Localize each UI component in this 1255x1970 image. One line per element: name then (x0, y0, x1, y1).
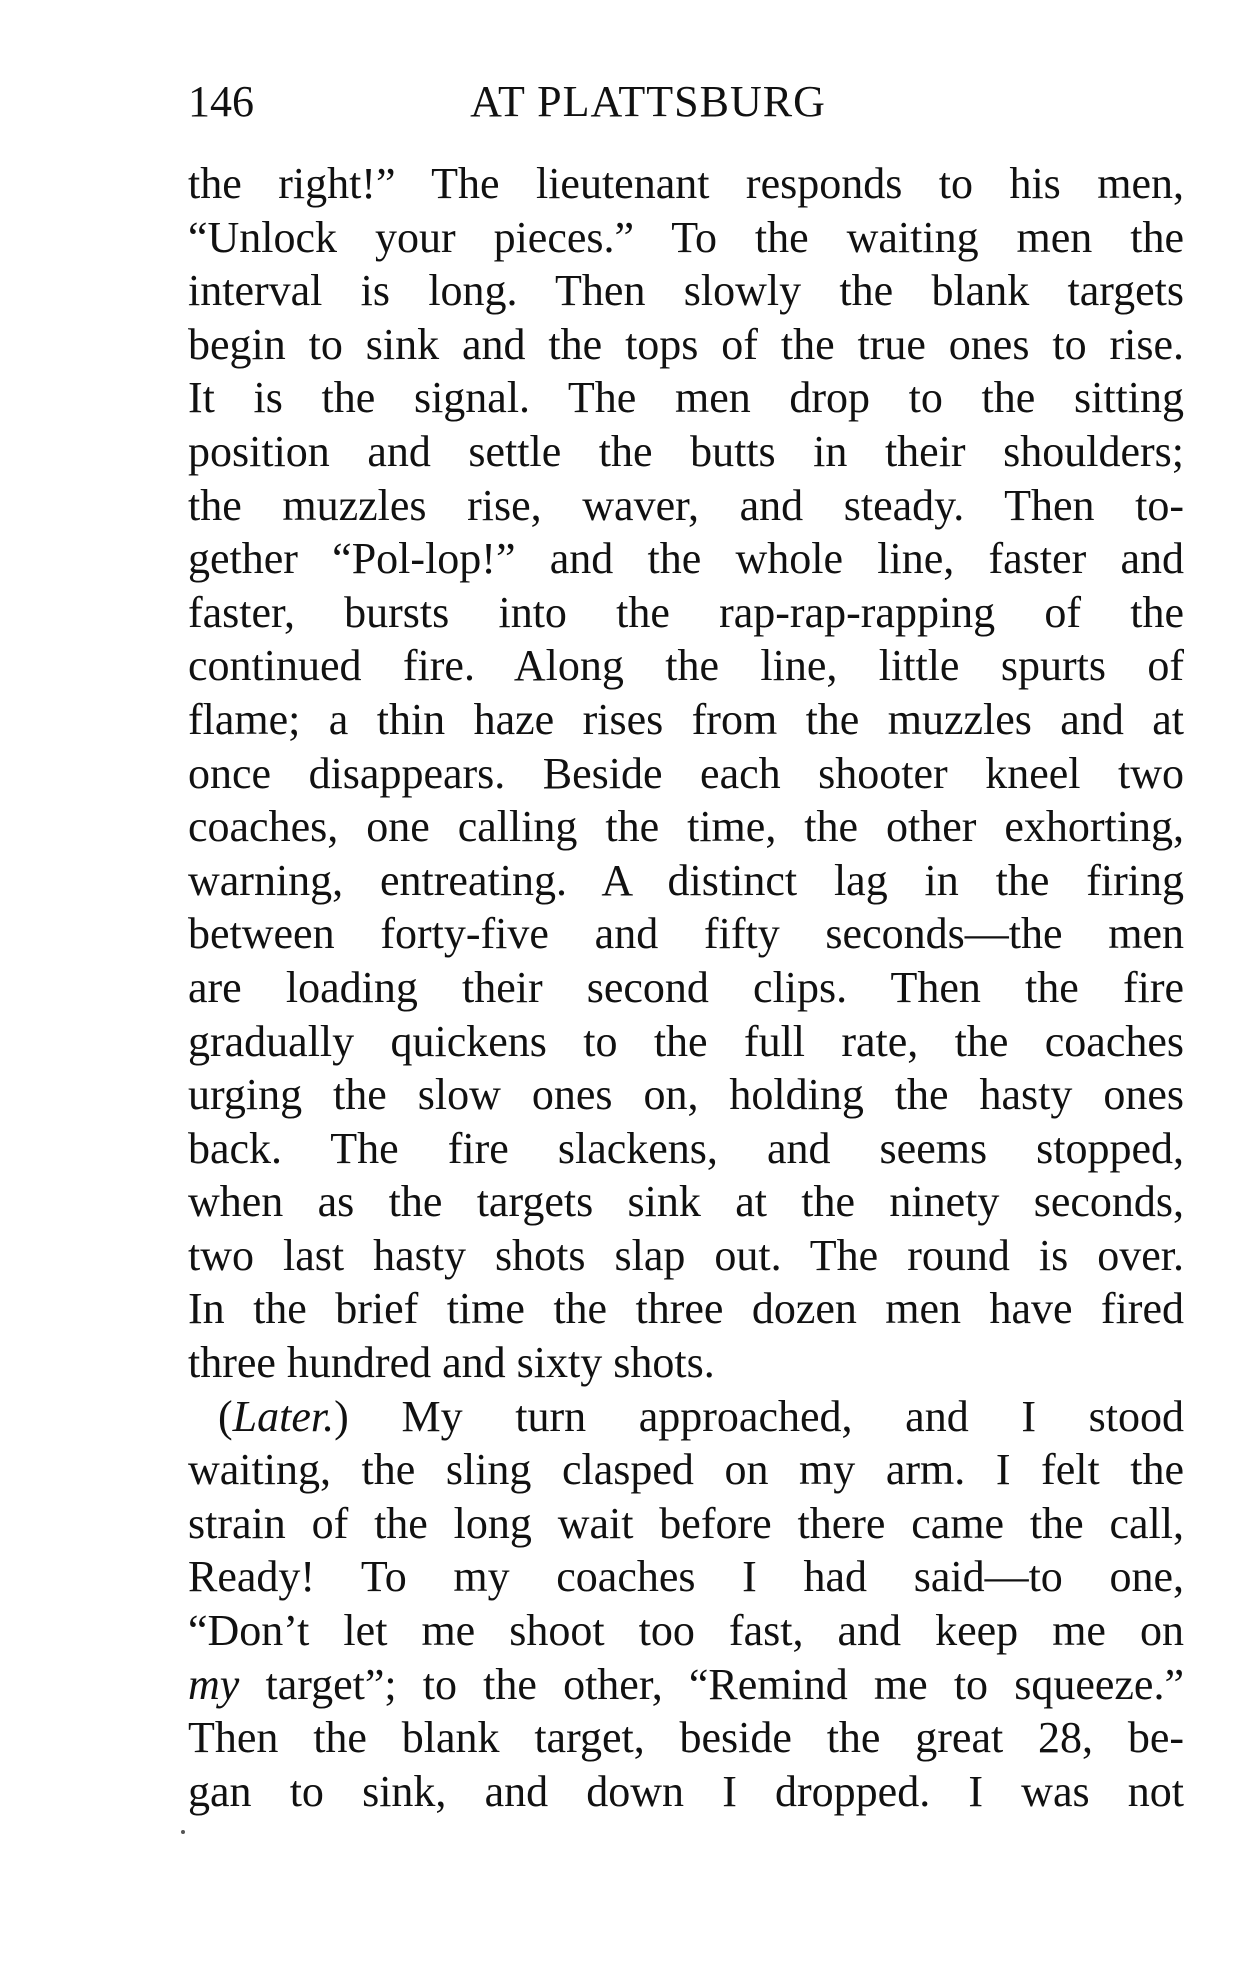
text-run: My turn approached, and I stood (401, 1391, 1184, 1441)
page-header (188, 72, 1188, 132)
text-line: interval is long. Then slowly the blank targets (188, 266, 1184, 316)
text-line: “Don’t let me shoot too fast, and keep me on (188, 1606, 1184, 1656)
text-line: Then the blank target, beside the great 28, be- (188, 1713, 1184, 1763)
text-line: are loading their second clips. Then the fire (188, 962, 1184, 1012)
italic-aside: Later. (232, 1391, 335, 1441)
print-speck (181, 1830, 185, 1834)
text-line: continued fire. Along the line, little spurts of (188, 641, 1184, 691)
text-line: gradually quickens to the full rate, the coaches (188, 1016, 1184, 1066)
body-text (188, 157, 1184, 1818)
paragraph (188, 1390, 1184, 1819)
text-line (188, 1658, 1184, 1712)
running-head: AT PLATTSBURG (470, 77, 826, 126)
text-line: back. The fire slackens, and seems stopped, (188, 1123, 1184, 1173)
paragraph (188, 157, 1184, 1390)
text-line: when as the targets sink at the ninety seconds, (188, 1177, 1184, 1227)
text-line: the right!” The lieutenant responds to his men, (188, 159, 1184, 208)
text-line: flame; a thin haze rises from the muzzles and at (188, 694, 1184, 744)
text-line: three hundred and sixty shots. (188, 1338, 715, 1388)
text-line: waiting, the sling clasped on my arm. I felt the (188, 1445, 1184, 1495)
text-line: In the brief time the three dozen men have fired (188, 1284, 1184, 1334)
page-number: 146 (188, 77, 254, 126)
text-line: once disappears. Beside each shooter kneel two (188, 748, 1184, 798)
text-line: gan to sink, and down I dropped. I was not (188, 1766, 1184, 1816)
text-line: the muzzles rise, waver, and steady. Then to- (188, 480, 1184, 530)
text-line: between forty-five and fifty seconds—the men (188, 909, 1184, 959)
text-line: two last hasty shots slap out. The round is over. (188, 1230, 1184, 1280)
text-line: It is the signal. The men drop to the sitting (188, 373, 1184, 423)
italic-emphasis: my (188, 1659, 240, 1709)
text-line: coaches, one calling the time, the other exhorting, (188, 802, 1184, 852)
text-line: (Later.) My turn approached, and I stood (218, 1391, 1184, 1441)
text-line: gether “Pol-lop!” and the whole line, faster and (188, 534, 1184, 584)
text-line: faster, bursts into the rap-rap-rapping of the (188, 587, 1184, 637)
text-run: target”; to the other, “Remind me to squeeze.” (265, 1659, 1184, 1709)
text-line: urging the slow ones on, holding the hasty ones (188, 1070, 1184, 1120)
text-line: begin to sink and the tops of the true ones to rise. (188, 319, 1184, 369)
text-line: “Unlock your pieces.” To the waiting men the (188, 212, 1184, 262)
text-line: warning, entreating. A distinct lag in the firing (188, 855, 1184, 905)
text-line: strain of the long wait before there came the call, (188, 1498, 1184, 1548)
text-line: Ready! To my coaches I had said—to one, (188, 1552, 1184, 1602)
text-line: position and settle the butts in their shoulders; (188, 426, 1184, 476)
